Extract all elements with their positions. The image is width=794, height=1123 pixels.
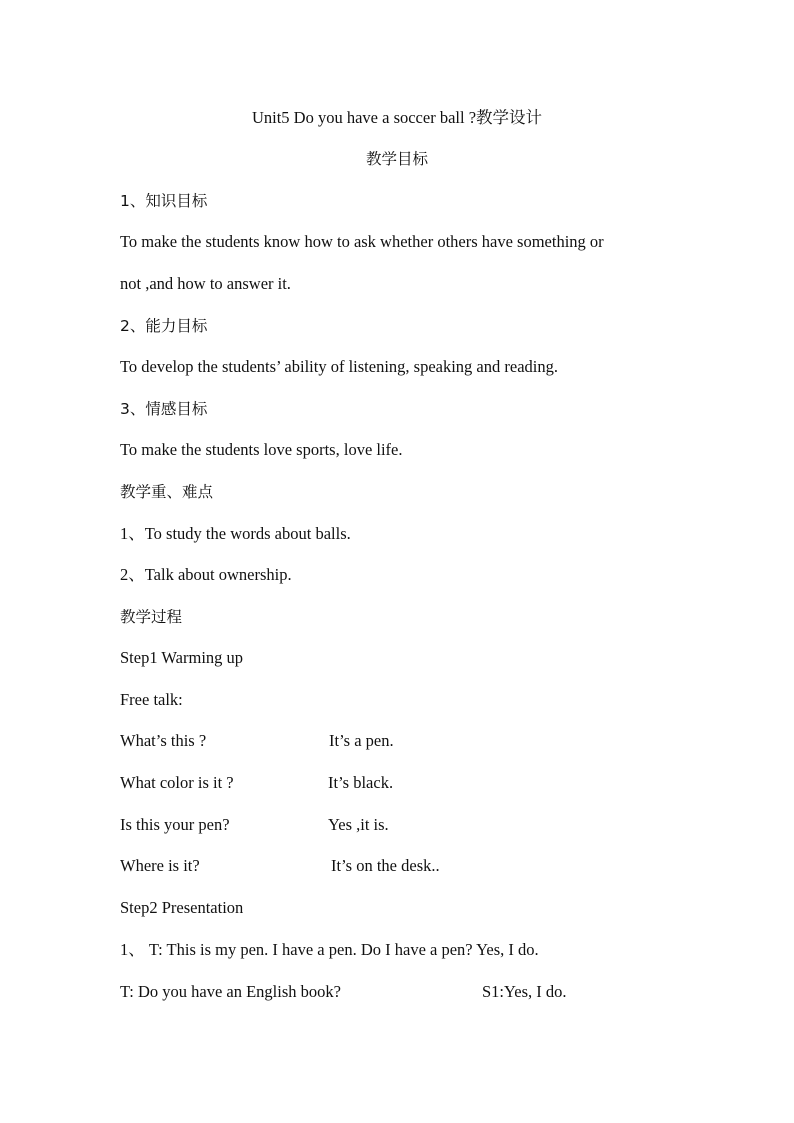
- free-talk-answer: It’s black.: [328, 773, 394, 792]
- free-talk-question: What’s this ?: [120, 731, 207, 750]
- free-talk-row: [120, 731, 680, 751]
- ability-objective-text: To develop the students’ ability of listening, speaking and reading.: [120, 357, 558, 376]
- free-talk-row: [120, 856, 680, 876]
- free-talk-label: Free talk:: [120, 690, 183, 709]
- ability-objective-heading: 2、能力目标: [120, 317, 208, 335]
- free-talk-question: Is this your pen?: [120, 815, 230, 834]
- presentation-line-1: 1、 T: This is my pen. I have a pen. Do I have a pen? Yes, I do.: [120, 940, 539, 959]
- presentation-line-2: [120, 982, 680, 1002]
- free-talk-answer: It’s a pen.: [329, 731, 394, 750]
- key-points-heading: 教学重、难点: [120, 483, 214, 501]
- free-talk-answer: It’s on the desk..: [331, 856, 440, 875]
- process-heading: 教学过程: [120, 608, 183, 626]
- emotion-objective-heading: 3、情感目标: [120, 400, 208, 418]
- knowledge-objective-text-line2: not ,and how to answer it.: [120, 274, 291, 293]
- key-point-2: 2、Talk about ownership.: [120, 565, 292, 584]
- knowledge-objective-text-line1: To make the students know how to ask whether others have something or: [120, 232, 604, 251]
- free-talk-question: What color is it ?: [120, 773, 234, 792]
- free-talk-row: [120, 773, 680, 793]
- key-point-1: 1、To study the words about balls.: [120, 524, 351, 543]
- step2-heading: Step2 Presentation: [120, 898, 244, 917]
- free-talk-question: Where is it?: [120, 856, 200, 875]
- document-title: Unit5 Do you have a soccer ball ?教学设计: [251, 108, 543, 127]
- free-talk-row: [120, 815, 680, 835]
- step1-heading: Step1 Warming up: [120, 648, 244, 667]
- presentation-question: T: Do you have an English book?: [120, 982, 341, 1001]
- objectives-heading: 教学目标: [365, 150, 428, 168]
- knowledge-objective-heading: 1、知识目标: [120, 192, 208, 210]
- free-talk-answer: Yes ,it is.: [328, 815, 389, 834]
- presentation-answer: S1:Yes, I do.: [482, 982, 567, 1001]
- emotion-objective-text: To make the students love sports, love life.: [120, 440, 403, 459]
